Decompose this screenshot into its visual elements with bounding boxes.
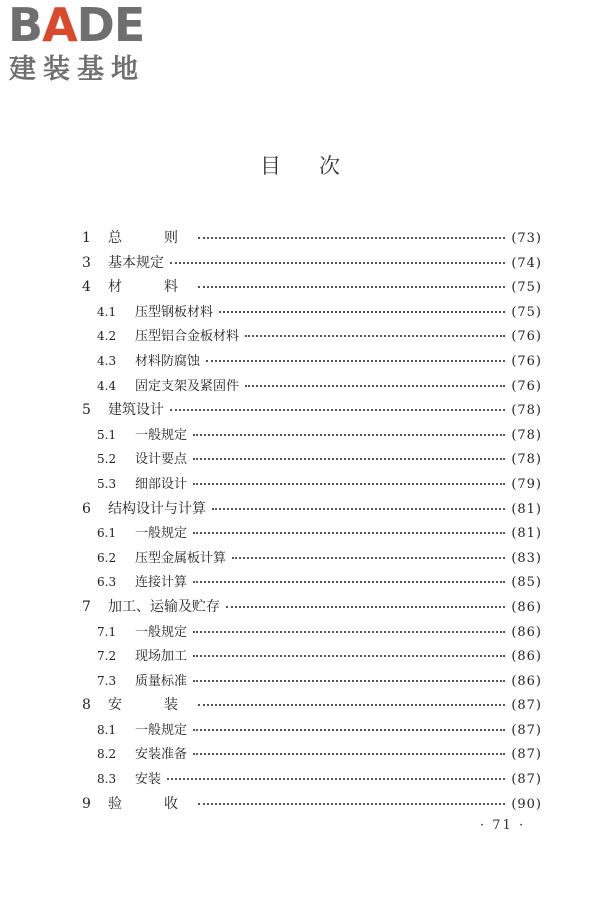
dot-leader [226, 606, 505, 608]
dot-leader [198, 704, 505, 706]
toc-entry-number: 8 [82, 697, 91, 714]
page-title: 目次 [260, 154, 378, 178]
toc-entry-number: 4.1 [97, 304, 117, 319]
toc-entry-page: (79) [511, 476, 542, 492]
toc-entry [82, 350, 542, 375]
dot-leader [198, 286, 505, 288]
toc-entry-page: (86) [511, 649, 542, 665]
toc-entry-title: 设计要点 [135, 452, 188, 468]
toc-entry-page: (86) [511, 673, 542, 689]
toc-entry-title: 连接计算 [135, 575, 188, 591]
toc-entry-title: 压型钢板材料 [135, 304, 214, 320]
toc-entry-page: (81) [511, 501, 542, 517]
toc-entry [82, 473, 542, 498]
toc-entry-number: 5.1 [97, 427, 117, 442]
dot-leader [212, 508, 505, 510]
toc-entry-title: 一般规定 [135, 722, 188, 738]
dot-leader [193, 532, 505, 534]
dot-leader [232, 557, 505, 559]
dot-leader [193, 581, 505, 583]
toc-entry [82, 571, 542, 596]
toc-entry [82, 793, 542, 818]
dot-leader [193, 434, 505, 436]
toc-entry [82, 276, 542, 301]
toc-entry-number: 1 [82, 230, 91, 246]
page-number: · 71 · [480, 818, 526, 833]
toc-entry-title: 安 装 [108, 697, 192, 714]
toc-entry [82, 743, 542, 768]
toc-entry-number: 4.2 [97, 329, 117, 344]
toc-entry-number: 6.3 [97, 575, 117, 590]
dot-leader [167, 778, 505, 780]
toc-entry-page: (75) [511, 304, 542, 320]
toc-entry [82, 325, 542, 350]
toc-entry [82, 522, 542, 547]
toc-entry-number: 5 [82, 402, 91, 419]
toc-entry-number: 4.3 [97, 353, 117, 368]
toc-entry-title: 一般规定 [135, 624, 188, 640]
toc-entry-title: 材料防腐蚀 [135, 353, 201, 369]
logo-subtitle: 建装基地 [9, 54, 145, 85]
dot-leader [170, 409, 505, 411]
toc-entry [82, 719, 542, 744]
toc-entry [82, 694, 542, 719]
toc-entry-number: 7 [82, 598, 91, 615]
toc-entry-title: 一般规定 [135, 526, 188, 542]
toc-entry-number: 5.3 [97, 476, 117, 491]
toc-entry-number: 9 [82, 795, 91, 812]
toc-entry-page: (87) [511, 747, 542, 763]
toc-entry-page: (76) [511, 378, 542, 394]
toc-entry-page: (87) [511, 772, 542, 788]
toc-entry-number: 7.2 [97, 649, 117, 664]
dot-leader [193, 655, 505, 657]
toc-entry [82, 547, 542, 572]
toc-entry-title: 压型金属板计算 [135, 550, 227, 566]
toc-entry-page: (73) [511, 231, 542, 246]
toc-entry-title: 建筑设计 [108, 402, 164, 419]
toc-entry [82, 621, 542, 646]
toc-entry-title: 安装 [135, 772, 162, 788]
toc-entry-title: 验 收 [108, 795, 192, 812]
toc-entry-title: 结构设计与计算 [108, 500, 206, 517]
toc-entry-number: 6.2 [97, 550, 117, 565]
toc-entry-page: (76) [511, 353, 542, 369]
toc-entry-title: 基本规定 [108, 254, 164, 271]
toc-entry-page: (87) [511, 698, 542, 714]
logo [8, 2, 178, 86]
toc-entry [82, 424, 542, 449]
dot-leader [193, 753, 505, 755]
toc-entry-page: (75) [511, 280, 542, 296]
toc-entry-title: 材 料 [108, 279, 192, 296]
toc-entry [82, 768, 542, 793]
toc-entry-page: (74) [511, 255, 542, 271]
toc-entry-number: 8.1 [97, 722, 117, 737]
table-of-contents [82, 227, 542, 817]
toc-entry-page: (83) [511, 550, 542, 566]
dot-leader [170, 262, 505, 264]
dot-leader [206, 360, 505, 362]
toc-entry-number: 4.4 [97, 378, 117, 393]
toc-entry [82, 670, 542, 695]
toc-entry-number: 6.1 [97, 526, 117, 541]
toc-entry-number: 6 [82, 500, 91, 517]
dot-leader [193, 680, 505, 682]
toc-entry-page: (86) [511, 624, 542, 640]
dot-leader [219, 311, 505, 313]
toc-entry-number: 8.2 [97, 747, 117, 762]
toc-entry-number: 7.1 [97, 624, 117, 639]
toc-entry-page: (78) [511, 403, 542, 419]
toc-entry-page: (86) [511, 599, 542, 615]
toc-entry-page: (78) [511, 427, 542, 443]
toc-entry-title: 固定支架及紧固件 [135, 378, 240, 394]
toc-entry-number: 7.3 [97, 673, 117, 688]
toc-entry-page: (90) [511, 796, 542, 812]
dot-leader [193, 483, 505, 485]
dot-leader [245, 335, 505, 337]
toc-entry [82, 301, 542, 326]
dot-leader [193, 458, 505, 460]
logo-wordmark: BADE [8, 0, 145, 52]
toc-entry-number: 8.3 [97, 772, 117, 787]
toc-entry [82, 645, 542, 670]
dot-leader [193, 729, 505, 731]
toc-entry [82, 252, 542, 277]
toc-entry-title: 一般规定 [135, 427, 188, 443]
toc-entry [82, 596, 542, 621]
toc-entry-title: 质量标准 [135, 673, 188, 689]
dot-leader [193, 631, 505, 633]
toc-entry-title: 压型铝合金板材料 [135, 329, 240, 345]
dot-leader [198, 237, 505, 239]
toc-entry [82, 375, 542, 400]
toc-entry-number: 4 [82, 279, 91, 296]
toc-entry-page: (81) [511, 526, 542, 542]
toc-entry-page: (78) [511, 452, 542, 468]
toc-entry-number: 3 [82, 254, 91, 271]
toc-entry [82, 399, 542, 424]
dot-leader [245, 385, 505, 387]
toc-entry-title: 安装准备 [135, 747, 188, 763]
toc-entry [82, 227, 542, 252]
toc-entry-page: (85) [511, 575, 542, 591]
toc-entry-title: 细部设计 [135, 476, 188, 492]
toc-entry [82, 448, 542, 473]
toc-entry-number: 5.2 [97, 452, 117, 467]
toc-entry-title: 现场加工 [135, 649, 188, 665]
toc-entry-title: 总 则 [108, 230, 192, 246]
toc-entry-page: (76) [511, 329, 542, 345]
toc-entry-title: 加工、运输及贮存 [108, 598, 220, 615]
dot-leader [198, 803, 505, 805]
toc-entry-page: (87) [511, 722, 542, 738]
toc-entry [82, 498, 542, 523]
